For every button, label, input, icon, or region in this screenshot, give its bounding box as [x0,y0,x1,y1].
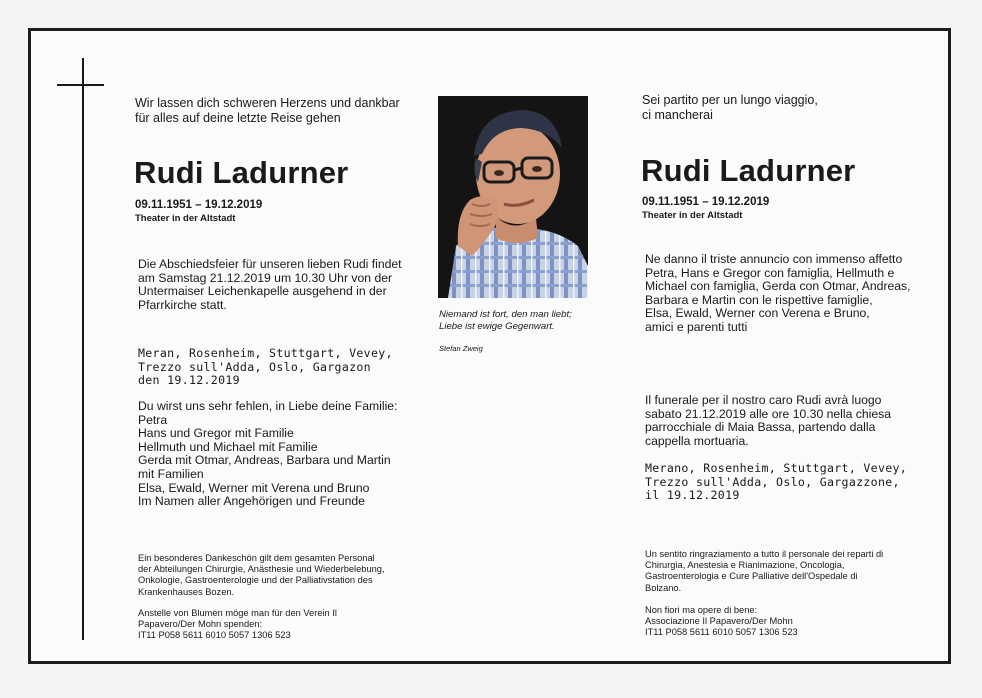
right-funeral-text: Il funerale per il nostro caro Rudi avrà luogo sabato 21.12.2019 alle ore 10.30 nella chiesa parrocchiale di Maia Bassa, partendo dalla cappella mortuaria. [645,393,891,448]
left-deceased-name: Rudi Ladurner [134,155,349,190]
left-place: Theater in der Altstadt [135,213,236,224]
portrait-photo [438,96,588,298]
right-announcement-text: Ne danno il triste annuncio con immenso affetto Petra, Hans e Gregor con famiglia, Hellmuth e Michael con famiglia, Gerda con Otmar, Andreas, Barbara e Martin con le rispettive famiglie, Elsa, Ewald, Werner con Verena e Bruno, amici e parenti tutti [645,252,911,334]
right-life-dates: 09.11.1951 – 19.12.2019 [642,196,770,208]
left-thanks-text: Ein besonderes Dankeschön gilt dem gesamten Personal der Abteilungen Chirurgie, Anästhesie und Wiederbelebung, Onkologie, Gastroenterologie und der Palliativstation des Krankenhauses Bozen. [138,553,385,597]
left-ceremony-text: Die Abschiedsfeier für unseren lieben Rudi findet am Samstag 21.12.2019 um 10.30 Uhr von der Untermaiser Leichenkapelle ausgehend in der Pfarrkirche statt. [138,257,402,312]
right-place: Theater in der Altstadt [642,210,743,221]
left-donation-text: Anstelle von Blumen möge man für den Verein Il Papavero/Der Mohn spenden: IT11 P058 5611 6010 5057 1306 523 [138,608,337,641]
cross-icon-horizontal [57,84,104,86]
left-family-list: Du wirst uns sehr fehlen, in Liebe deine Familie: Petra Hans und Gregor mit Familie Hellmuth und Michael mit Familie Gerda mit Otmar, Andreas, Barbara und Martin mit Familien Elsa, Ewald, Werner mit Verena und Bruno Im Namen aller Angehörigen und Freunde [138,399,398,509]
right-intro-text: Sei partito per un lungo viaggio, ci mancherai [642,93,818,122]
right-deceased-name: Rudi Ladurner [641,153,856,188]
right-cities-date: Merano, Rosenheim, Stuttgart, Vevey, Trezzo sull'Adda, Oslo, Gargazzone, il 19.12.2019 [645,461,908,503]
left-life-dates: 09.11.1951 – 19.12.2019 [135,199,263,211]
left-intro-text: Wir lassen dich schweren Herzens und dankbar für alles auf deine letzte Reise gehen [135,96,400,125]
cross-icon-vertical [82,58,84,640]
right-donation-text: Non fiori ma opere di bene: Associazione Il Papavero/Der Mohn IT11 P058 5611 6010 5057 1306 523 [645,605,798,638]
portrait-illustration [438,96,588,298]
zweig-quote: Niemand ist fort, den man liebt; Liebe ist ewige Gegenwart. [439,309,572,332]
left-cities-date: Meran, Rosenheim, Stuttgart, Vevey, Trezzo sull'Adda, Oslo, Gargazon den 19.12.2019 [138,346,393,388]
right-thanks-text: Un sentito ringraziamento a tutto il personale dei reparti di Chirurgia, Anestesia e Rianimazione, Oncologia, Gastroenterologia e Cure Palliative dell'Ospedale di Bolzano. [645,549,884,593]
quote-author: Stefan Zweig [439,344,483,353]
